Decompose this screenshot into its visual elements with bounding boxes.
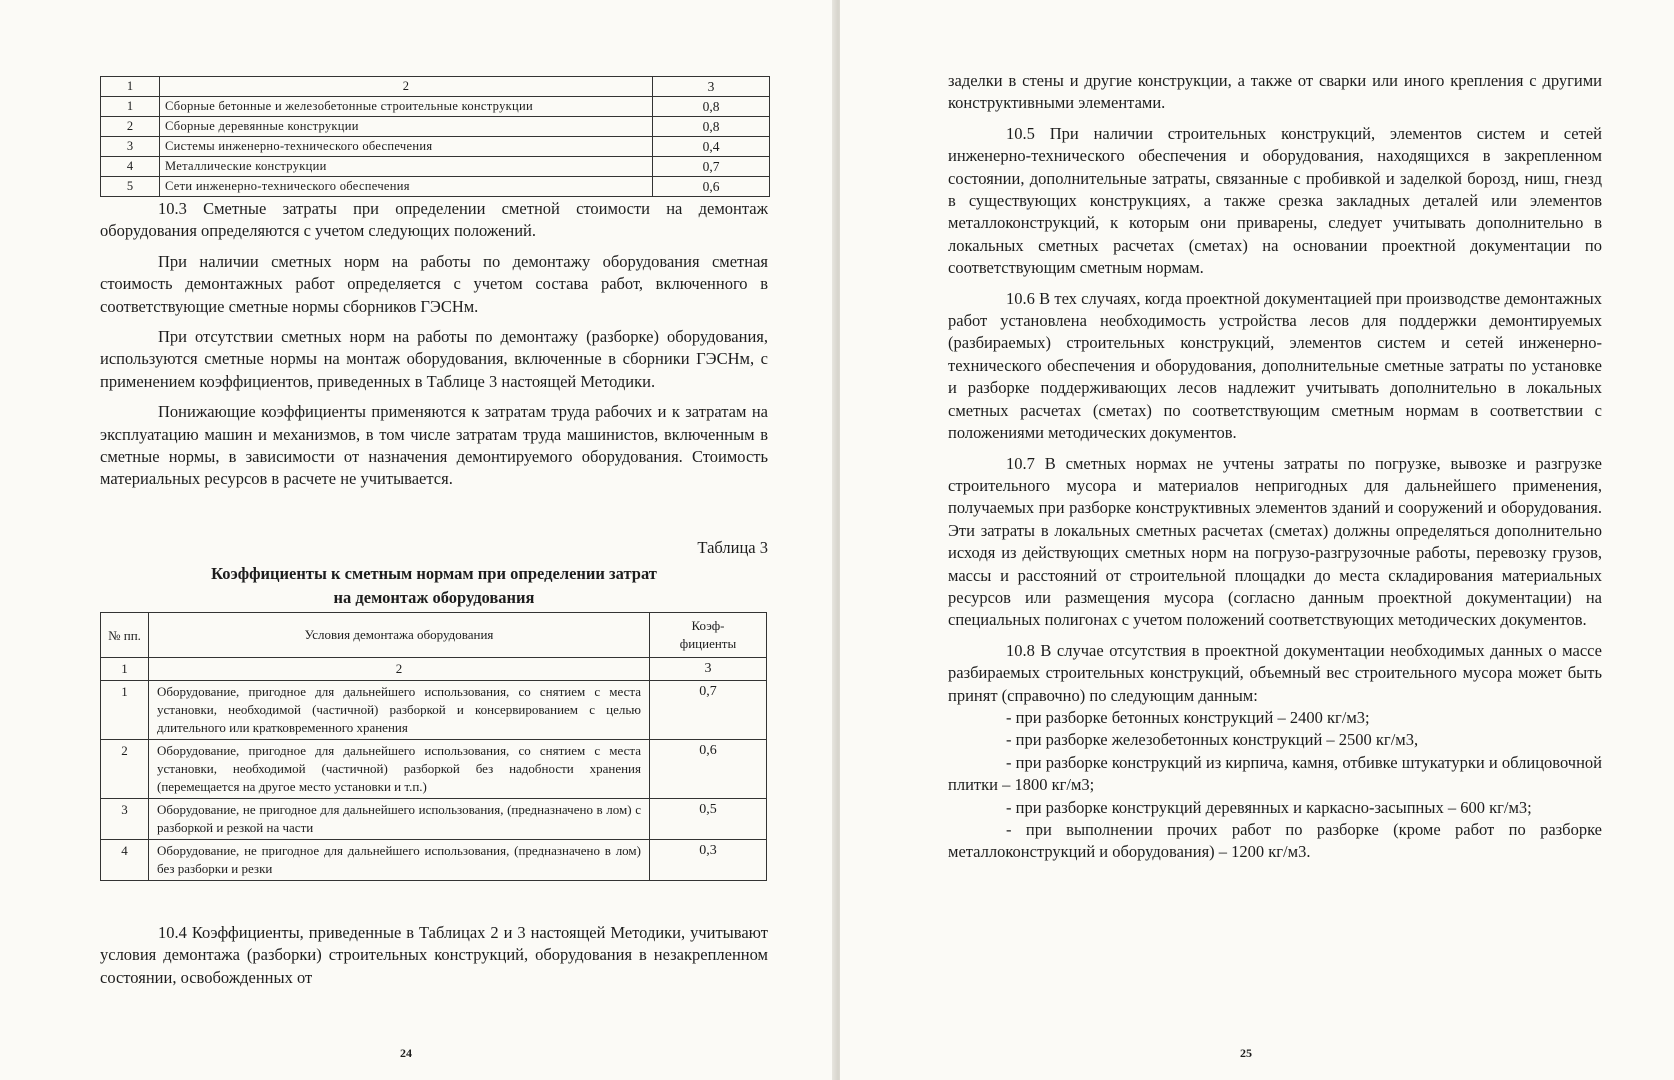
header-conditions: Условия демонтажа оборудования: [149, 613, 650, 658]
page-number: 24: [400, 1046, 412, 1060]
paragraph-10-6: 10.6 В тех случаях, когда проектной документацией при производстве демонтажных работ установлена необходимость устройства лесов для поддержки демонтируемых (разбираемых) строительных конструкций, элементов систем и сетей инженерно-технического обеспечения и оборудования, дополнительные сметные затраты по установке и разборке поддерживающих лесов надлежит учитывать дополнительно в локальных сметных расчетах (сметах) по соответствующим сметным нормам в соответствии с положениями методических документов.: [948, 288, 1602, 443]
paragraph: При наличии сметных норм на работы по демонтажу оборудования сметная стоимость демонтажных работ определяется с учетом состава работ, включенного в соответствующие сметные нормы сборников ГЭСНм.: [100, 251, 768, 316]
row-name: Металлические конструкции: [160, 157, 653, 177]
row-text: Оборудование, не пригодное для дальнейшего использования, (предназначено в лом) без разборки и резки: [149, 840, 650, 881]
paragraph-10-3: 10.3 Сметные затраты при определении сметной стоимости на демонтаж оборудования определяются с учетом следующих положений.: [100, 199, 768, 241]
table-row: [101, 157, 770, 177]
paragraph: Понижающие коэффициенты применяются к затратам труда рабочих и к затратам на эксплуатацию машин и механизмов, в том числе затратам труда машинистов, включенным в сметные нормы, в зависимости от назначения демонтируемого оборудования. Стоимость материальных ресурсов в расчете не учитывается.: [100, 402, 768, 489]
row-text: Оборудование, пригодное для дальнейшего использования, со снятием с места установки, необходимой (частичной) разборкой без надобности хранения (перемещается на другое место установки и т.п.): [149, 740, 650, 799]
table-header-row: [101, 77, 770, 97]
row-coefficient: 0,7: [650, 681, 767, 740]
right-body-text: [948, 70, 1602, 864]
row-coefficient: 0,4: [653, 137, 770, 157]
row-number: 4: [101, 157, 160, 177]
paragraph-10-5: 10.5 При наличии строительных конструкций, элементов систем и сетей инженерно-технического обеспечения и оборудования, находящихся в закрепленном состоянии, дополнительные затраты, связанные с пробивкой и заделкой борозд, ниш, гнезд в существующих конструкциях, а также срезка закладных деталей или элементов металлоконструкций, к которым они приварены, следует учитывать дополнительно в локальных сметных расчетах (сметах) на основании проектной документации по соответствующим сметным нормам.: [948, 123, 1602, 278]
row-coefficient: 0,8: [653, 97, 770, 117]
list-item: - при выполнении прочих работ по разборке (кроме работ по разборке металлоконструкций и оборудования) – 1200 кг/м3.: [948, 820, 1602, 862]
table-numbering-row: [101, 658, 767, 681]
table-row: [101, 681, 767, 740]
row-text: Оборудование, не пригодное для дальнейшего использования, (предназначено в лом) с разборкой и резкой на части: [149, 799, 650, 840]
row-number: 1: [101, 681, 149, 740]
table-row: [101, 177, 770, 197]
table-row: [101, 840, 767, 881]
table-cell: 1: [101, 77, 160, 97]
coefficients-table-3: [100, 612, 767, 881]
row-coefficient: 0,3: [650, 840, 767, 881]
row-number: 2: [101, 117, 160, 137]
list-item: - при разборке железобетонных конструкций – 2500 кг/м3,: [1006, 730, 1419, 750]
left-page: [0, 0, 835, 1080]
list-item: - при разборке конструкций из кирпича, камня, отбивке штукатурки и облицовочной плитки – 1800 кг/м3;: [948, 752, 1602, 795]
left-body-text: [100, 198, 768, 491]
row-name: Сборные бетонные и железобетонные строительные конструкции: [160, 97, 653, 117]
table-number: Таблица 3: [697, 538, 768, 557]
table-row: [101, 799, 767, 840]
row-number: 2: [101, 740, 149, 799]
row-coefficient: 0,8: [653, 117, 770, 137]
table-row: [101, 137, 770, 157]
table-cell: 2: [160, 77, 653, 97]
table-row: [101, 97, 770, 117]
table-title-line: Коэффициенты к сметным нормам при определении затрат: [211, 564, 657, 583]
row-coefficient: 0,7: [653, 157, 770, 177]
row-coefficient: 0,6: [653, 177, 770, 197]
paragraph-10-8: 10.8 В случае отсутствия в проектной документации необходимых данных о массе разбираемых строительных конструкций, объемный вес строительного мусора может быть принят (справочно) по следующим данным:: [948, 640, 1602, 705]
table-cell: 2: [149, 658, 650, 681]
page-number: 25: [1240, 1046, 1252, 1060]
row-text: Оборудование, пригодное для дальнейшего использования, со снятием с места установки, необходимой (частичной) разборкой и консервированием с целью длительного или кратковременного хранения: [149, 681, 650, 740]
row-number: 4: [101, 840, 149, 881]
header-line: фициенты: [679, 636, 737, 651]
row-name: Системы инженерно-технического обеспечения: [160, 137, 653, 157]
coefficients-table-2: [100, 76, 770, 197]
table-row: [101, 740, 767, 799]
header-line: Коэф-: [691, 618, 725, 633]
paragraph: При отсутствии сметных норм на работы по демонтажу (разборке) оборудования, используются сметные нормы на монтаж оборудования, включенные в сборники ГЭСНм, с применением коэффициентов, приведенных в Таблице 3 настоящей Методики.: [100, 327, 768, 391]
paragraph-continuation: заделки в стены и другие конструкции, а также от сварки или иного крепления с другими конструктивными элементами.: [948, 71, 1602, 113]
table-title-line: на демонтаж оборудования: [333, 588, 535, 607]
left-body-text-bottom: [100, 922, 768, 989]
paragraph-10-4: 10.4 Коэффициенты, приведенные в Таблицах 2 и 3 настоящей Методики, учитывают условия демонтажа (разборки) строительных конструкций, оборудования в незакрепленном состоянии, освобожденных от: [100, 923, 768, 987]
table-title: [100, 562, 768, 610]
table-cell: 3: [650, 658, 767, 681]
table-cell: 1: [101, 658, 149, 681]
row-name: Сети инженерно-технического обеспечения: [160, 177, 653, 197]
header-coefficients: [650, 613, 767, 658]
list-item: - при разборке бетонных конструкций – 2400 кг/м3;: [1006, 707, 1370, 727]
table-row: [101, 117, 770, 137]
row-number: 5: [101, 177, 160, 197]
list-item: - при разборке конструкций деревянных и каркасно-засыпных – 600 кг/м3;: [1006, 797, 1532, 817]
header-number: № пп.: [101, 613, 149, 658]
row-coefficient: 0,6: [650, 740, 767, 799]
paragraph-10-7: 10.7 В сметных нормах не учтены затраты по погрузке, вывозке и разгрузке строительного мусора и материалов непригодных для дальнейшего применения, получаемых при разборке конструктивных элементов зданий и сооружений и оборудования. Эти затраты в локальных сметных расчетах (сметах) должны определяться дополнительно исходя из действующих сметных норм на погрузо-разгрузочные работы, перевозку грузов, массы и расстояний от строительной площадки до места складирования материальных ресурсов или размещения мусора (согласно данным проектной документации) на специальных полигонах с учетом положений соответствующих методических документов.: [948, 453, 1602, 630]
table-cell: 3: [653, 77, 770, 97]
row-number: 1: [101, 97, 160, 117]
row-coefficient: 0,5: [650, 799, 767, 840]
row-number: 3: [101, 799, 149, 840]
table-header-row: [101, 613, 767, 658]
row-number: 3: [101, 137, 160, 157]
row-name: Сборные деревянные конструкции: [160, 117, 653, 137]
